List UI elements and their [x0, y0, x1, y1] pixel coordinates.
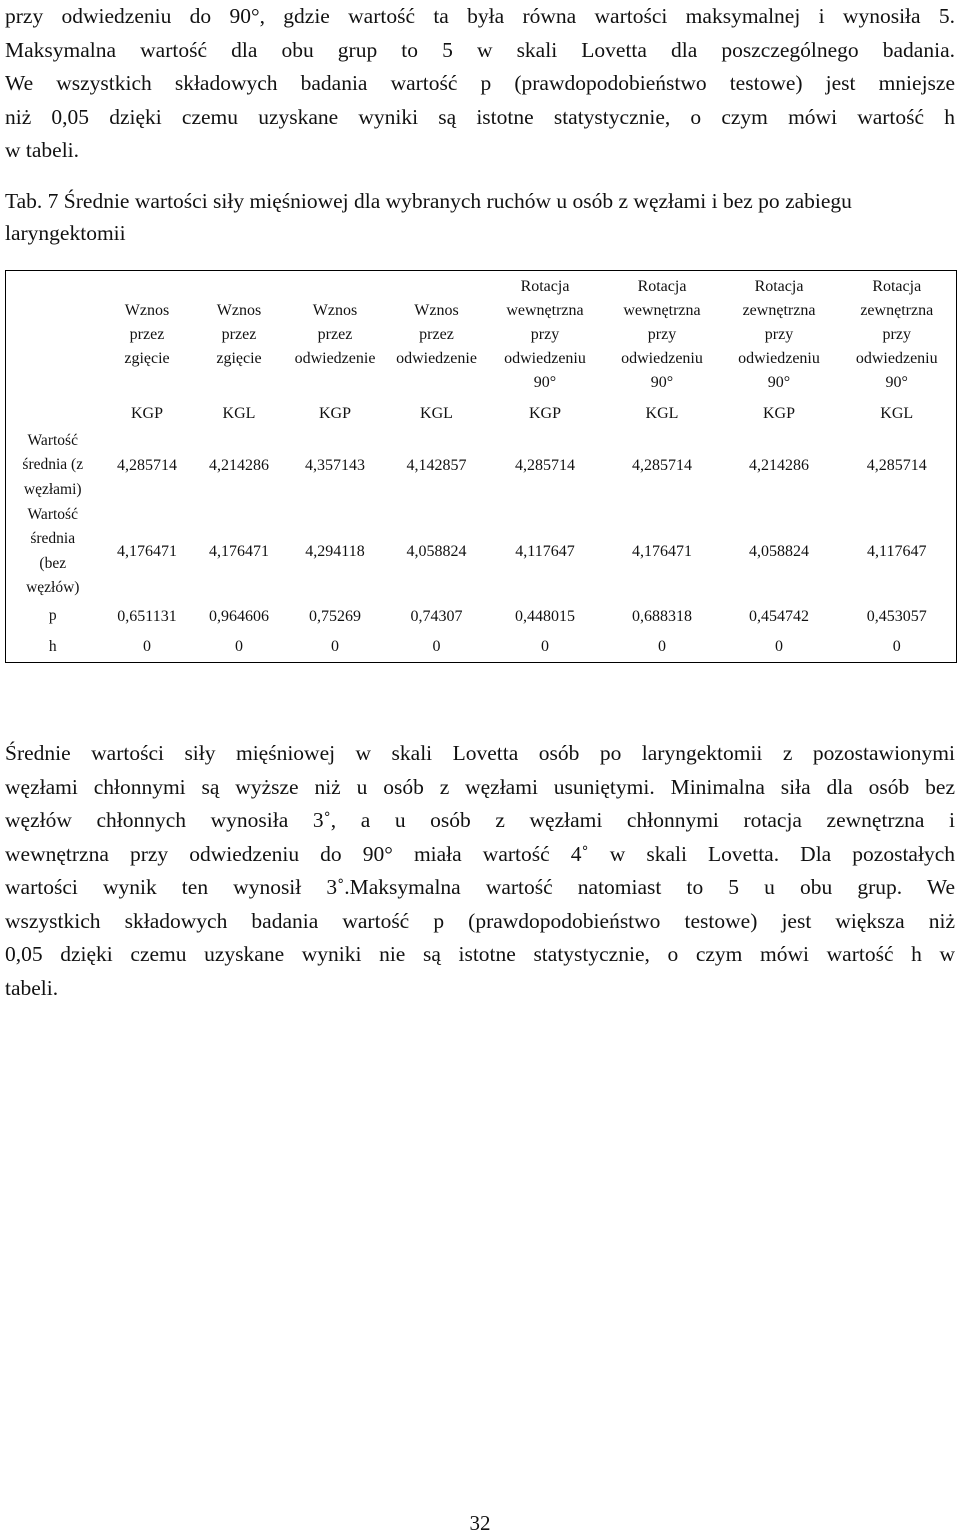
group-row	[6, 399, 957, 429]
row-label-line: węzłami)	[23, 480, 82, 498]
column-header-line: 90°	[650, 373, 674, 391]
row-label-line: średnia (z	[22, 456, 84, 474]
intro-line: niż 0,05 dzięki czemu uzyskane wyniki są istotne statystycznie, o czym mówi wartość h	[5, 104, 955, 129]
column-header-line: przez	[221, 325, 257, 343]
table-cell: 4,357143	[305, 456, 365, 474]
column-header	[487, 271, 604, 399]
summary-line: tabeli.	[5, 975, 59, 1000]
group-cell: KGL	[838, 399, 957, 429]
column-header-line: przez	[317, 325, 353, 343]
intro-line: przy odwiedzeniu do 90°, gdzie wartość ta była równa wartości maksymalnej i wynosiła 5.	[5, 4, 955, 28]
table-cell: 4,294118	[305, 542, 365, 560]
column-header-line: zgięcie	[216, 349, 262, 367]
table-cell: 4,176471	[632, 542, 692, 560]
column-header-line: wewnętrzna	[623, 301, 701, 319]
column-header-line: odwiedzeniu	[855, 349, 938, 367]
caption-line: Tab. 7 Średnie wartości siły mięśniowej dla wybranych ruchów u osób z węzłami i bez po	[5, 189, 780, 213]
column-header-line: zewnętrzna	[860, 301, 934, 319]
column-header-line: przez	[129, 325, 165, 343]
summary-line: Średnie wartości siły mięśniowej w skali Lovetta osób po laryngektomii z pozostawionymi	[5, 741, 955, 765]
table-cell: 0	[387, 633, 487, 663]
column-header-line: Wznos	[216, 301, 262, 319]
table-cell: 0,448015	[515, 607, 575, 625]
table-cell: 4,176471	[209, 542, 269, 560]
table-cell: 0,75269	[309, 607, 361, 625]
table-header-row	[6, 271, 957, 399]
row-label	[6, 601, 100, 633]
column-header-line: Rotacja	[754, 277, 804, 295]
row-label-line: (bez	[39, 554, 67, 572]
intro-line: We wszystkich składowych badania wartość p (prawdopodobieństwo testowe) jest mniejsze	[5, 71, 955, 95]
column-header	[284, 271, 387, 399]
table-caption	[5, 185, 955, 249]
column-header-line: odwiedzenie	[294, 349, 376, 367]
table-cell: 4,176471	[117, 542, 177, 560]
muscle-strength-table	[5, 270, 957, 663]
table-cell: 4,058824	[406, 542, 467, 560]
table-cell: 4,117647	[515, 542, 575, 560]
table-cell: 0	[604, 633, 721, 663]
column-header-line: wewnętrzna	[506, 301, 584, 319]
column-header-line: 90°	[767, 373, 791, 391]
column-header	[838, 271, 957, 399]
column-header-line: przy	[882, 325, 911, 343]
column-header-line: odwiedzeniu	[738, 349, 820, 367]
table-cell: 4,058824	[749, 542, 809, 560]
column-header-line: przy	[647, 325, 677, 343]
summary-line: węzłów chłonnych wynosiła 3˚, a u osób z węzłami chłonnymi rotacja zewnętrzna i	[5, 808, 955, 832]
column-header-line: zgięcie	[124, 349, 170, 367]
row-label-line: p	[48, 607, 57, 625]
column-header-line: przy	[530, 325, 560, 343]
column-header-line: przy	[764, 325, 794, 343]
table-row	[6, 601, 957, 633]
table-cell: 0,454742	[749, 607, 809, 625]
table-cell: 0	[487, 633, 604, 663]
summary-line: wartości wynik ten wynosił 3˚.Maksymalna wartość natomiast to 5 u obu grup. We	[5, 875, 955, 899]
table-cell: 0,651131	[117, 607, 177, 625]
column-header-line: przez	[419, 325, 454, 343]
table-cell: 4,285714	[515, 456, 575, 474]
group-cell: KGP	[318, 404, 351, 422]
row-label-line: średnia	[30, 530, 76, 547]
column-header	[100, 271, 195, 399]
group-cell: KGL	[420, 404, 453, 422]
column-header	[195, 271, 284, 399]
row-label-line: h	[48, 638, 57, 655]
table-cell: 0	[100, 633, 195, 663]
row-label-line: Wartość	[27, 505, 78, 523]
intro-line: w tabeli.	[5, 138, 80, 162]
table-cell: 4,142857	[406, 456, 467, 474]
table-cell: 0	[721, 633, 838, 663]
table-cell: 0	[284, 633, 387, 663]
group-cell: KGP	[130, 404, 163, 422]
column-header-line: 90°	[885, 373, 908, 391]
table-cell: 4,214286	[749, 456, 809, 474]
group-cell: KGP	[528, 404, 561, 422]
group-cell: KGP	[762, 404, 795, 422]
column-header-line: odwiedzenie	[396, 349, 477, 367]
column-header-line: Rotacja	[872, 277, 922, 295]
row-label-line: Wartość	[27, 431, 78, 449]
group-label-cell	[6, 399, 100, 429]
table-cell: 4,117647	[838, 503, 957, 601]
column-header	[604, 271, 721, 399]
summary-line: wewnętrzna przy odwiedzeniu do 90° miała wartość 4˚ w skali Lovetta. Dla pozostałych	[5, 841, 955, 866]
column-header-line: 90°	[533, 373, 557, 391]
table-row	[6, 633, 957, 663]
group-cell: KGL	[645, 404, 679, 422]
table-cell: 4,285714	[838, 429, 957, 503]
column-header	[721, 271, 838, 399]
row-label	[6, 503, 100, 601]
table-cell: 0,74307	[410, 607, 463, 625]
table-row	[6, 503, 957, 601]
group-cell: KGL	[222, 404, 256, 422]
table-cell: 4,285714	[632, 456, 692, 474]
summary-line: 0,05 dzięki czemu uzyskane wyniki nie są istotne statystycznie, o czym mówi wartość h w	[5, 942, 955, 966]
caption-line: zabiegu laryngektomii	[5, 189, 852, 245]
table-cell: 4,285714	[117, 456, 177, 474]
summary-line: węzłami chłonnymi są wyższe niż u osób z węzłami usuniętymi. Minimalna siła dla osób bez	[5, 774, 955, 799]
corner-cell	[6, 271, 100, 399]
column-header-line: zewnętrzna	[742, 301, 816, 319]
column-header-line: Rotacja	[520, 277, 570, 295]
row-label	[6, 429, 100, 503]
table-cell: 0,688318	[632, 607, 692, 625]
table-cell: 0,453057	[838, 601, 957, 633]
summary-line: wszystkich składowych badania wartość p (prawdopodobieństwo testowe) jest większa niż	[5, 908, 955, 933]
page-number: 32	[469, 1511, 491, 1535]
column-header-line: Wznos	[312, 301, 358, 319]
column-header-line: Wznos	[414, 301, 459, 319]
column-header-line: Wznos	[124, 301, 170, 319]
column-header-line: odwiedzeniu	[504, 349, 586, 367]
table-cell: 0	[195, 633, 284, 663]
intro-paragraph	[5, 0, 955, 168]
intro-line: Maksymalna wartość dla obu grup to 5 w skali Lovetta dla poszczególnego badania.	[5, 37, 955, 62]
table-cell: 4,214286	[209, 456, 269, 474]
row-label-line: węzłów)	[26, 579, 80, 596]
summary-paragraph	[5, 737, 955, 1005]
column-header	[387, 271, 487, 399]
column-header-line: Rotacja	[637, 277, 687, 295]
column-header-line: odwiedzeniu	[621, 349, 703, 367]
table-cell: 0,964606	[209, 607, 269, 625]
table-cell: 0	[838, 633, 957, 663]
table-row	[6, 429, 957, 503]
row-label	[6, 633, 100, 663]
